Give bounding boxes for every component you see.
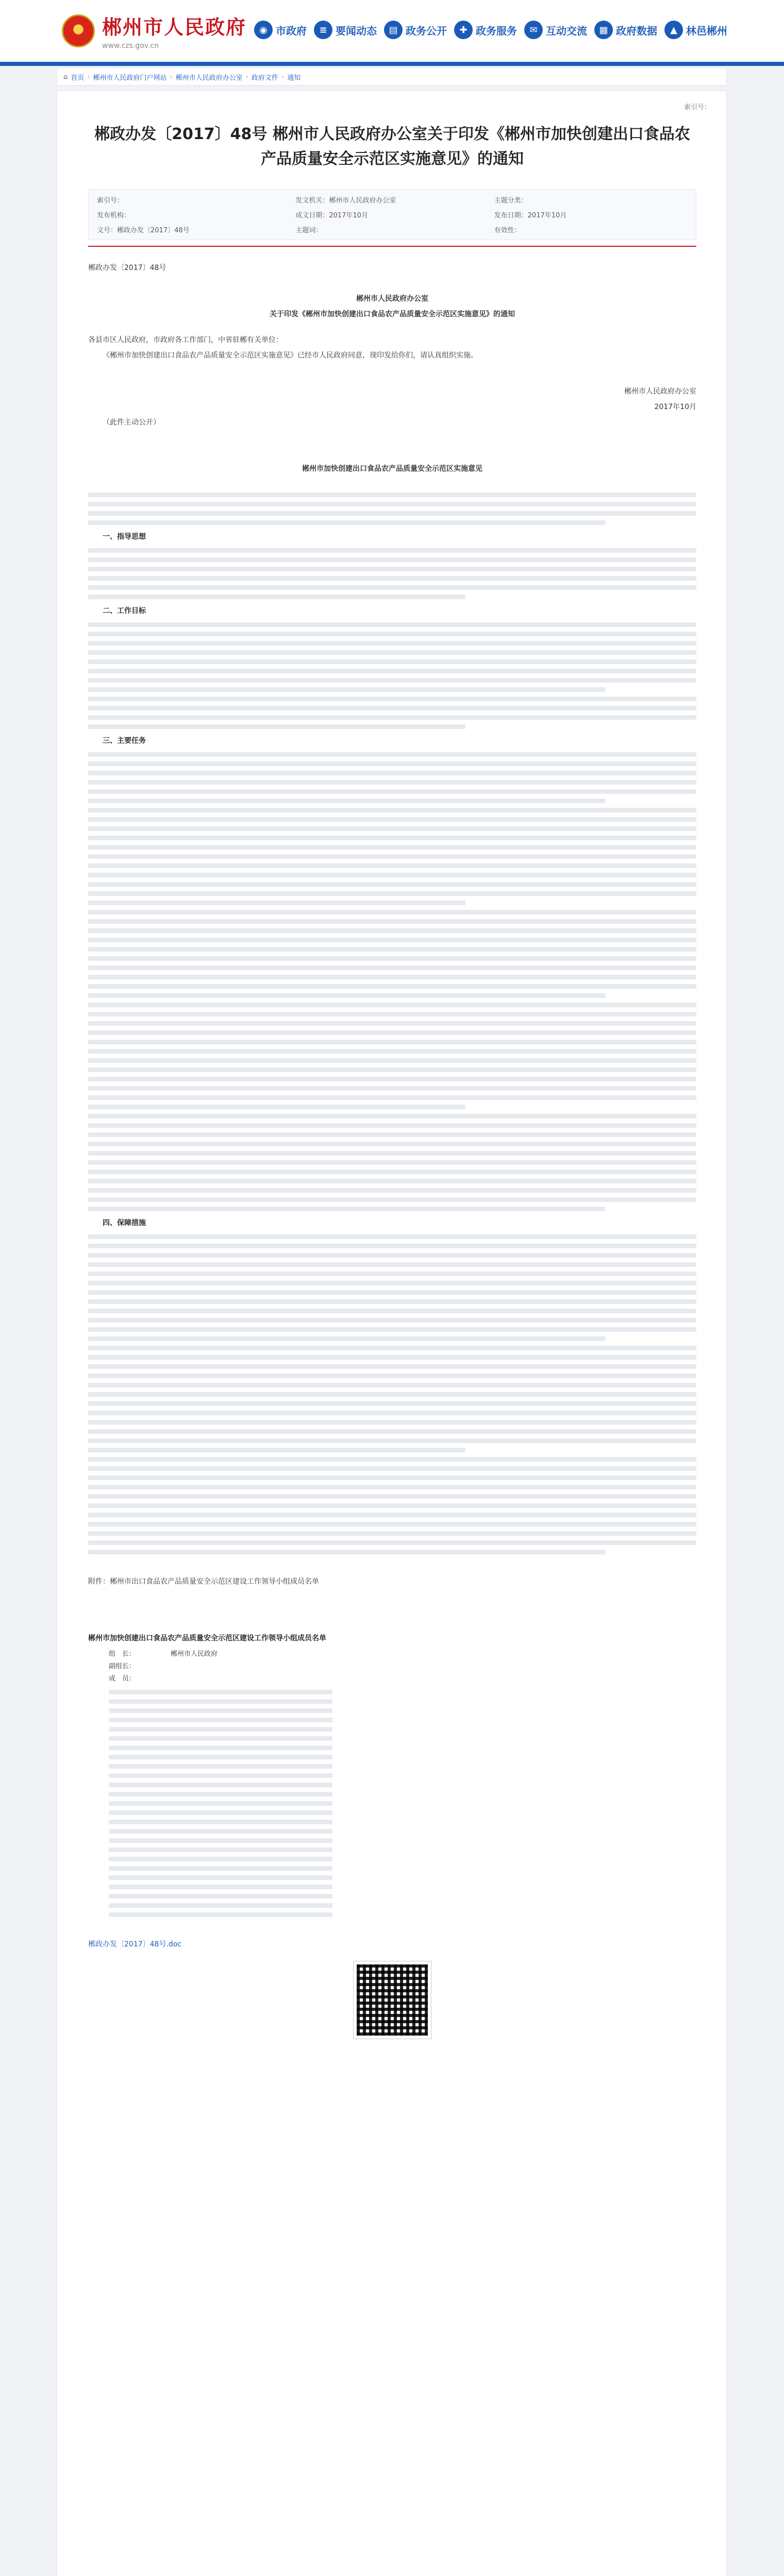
meta-field: 发布机构： <box>97 212 131 219</box>
qr-code <box>354 1961 431 2039</box>
meta-field: 有效性： <box>494 227 521 234</box>
attachment-file-link[interactable]: 郴政办发〔2017〕48号.doc <box>88 1940 182 1948</box>
main-nav <box>254 21 727 39</box>
paragraph-block <box>88 493 696 525</box>
article-container <box>57 91 727 2576</box>
meta-field: 发文机关：郴州市人民政府办公室 <box>295 197 396 205</box>
meta-field: 主题词： <box>295 227 323 234</box>
attachment-label: 附件：郴州市出口食品农产品质量安全示范区建设工作领导小组成员名单 <box>88 1578 319 1586</box>
member-row: 组 长： 郴州市人民政府 <box>109 1650 218 1658</box>
paragraph-block <box>88 1234 696 1554</box>
meta-field: 成文日期：2017年10月 <box>295 212 368 219</box>
metadata-table <box>88 189 696 240</box>
index-number: 索引号： <box>683 104 711 111</box>
signature-date: 2017年10月 <box>654 403 696 411</box>
nav-item-0[interactable]: ◉ 市政府 <box>254 21 307 39</box>
heading-2: 二、工作目标 <box>103 607 146 615</box>
paragraph-block <box>88 548 696 599</box>
title-divider <box>88 246 696 247</box>
site-title: 郴州市人民政府 <box>102 16 247 39</box>
city-icon: ▲ <box>664 21 683 39</box>
document-icon: ▤ <box>384 21 403 39</box>
site-header <box>0 0 784 62</box>
service-icon: ✚ <box>454 21 473 39</box>
chat-icon: ✉ <box>524 21 543 39</box>
news-icon: ≡ <box>314 21 332 39</box>
national-emblem-icon <box>62 14 95 47</box>
salutation: 各县市区人民政府，市政府各工作部门，中省驻郴有关单位： <box>88 336 283 344</box>
nav-item-6[interactable]: ▲ 林邑郴州 <box>664 21 727 39</box>
breadcrumb-item[interactable]: 通知 <box>287 74 301 82</box>
attachment-title: 郴州市加快创建出口食品农产品质量安全示范区建设工作领导小组成员名单 <box>88 1634 326 1642</box>
site-logo[interactable] <box>62 11 246 50</box>
nav-item-2[interactable]: ▤ 政务公开 <box>384 21 447 39</box>
member-list <box>109 1648 470 1685</box>
public-note: （此件主动公开） <box>103 418 160 427</box>
paragraph-block <box>88 752 696 1211</box>
breadcrumb-item[interactable]: 政府文件 <box>251 74 278 82</box>
signature-org: 郴州市人民政府办公室 <box>624 387 696 396</box>
meta-field: 索引号： <box>97 197 124 205</box>
nav-item-3[interactable]: ✚ 政务服务 <box>454 21 517 39</box>
article-title: 郴政办发〔2017〕48号 郴州市人民政府办公室关于印发《郴州市加快创建出口食品农产品质量安全示范区实施意见》的通知 <box>94 125 690 168</box>
nav-item-5[interactable]: ▦ 政府数据 <box>594 21 657 39</box>
breadcrumb: ⌂ 首页 › 郴州市人民政府门户网站 › 郴州市人民政府办公室 › 政府文件 › 通知 <box>57 68 727 86</box>
nav-item-1[interactable]: ≡ 要闻动态 <box>314 21 377 39</box>
meta-field: 主题分类： <box>494 197 528 205</box>
article-body <box>88 261 696 2042</box>
breadcrumb-item[interactable]: 郴州市人民政府办公室 <box>175 74 243 82</box>
site-url: www.czs.gov.cn <box>102 42 159 50</box>
breadcrumb-item[interactable]: 郴州市人民政府门户网站 <box>93 74 167 82</box>
member-names-block <box>109 1690 470 1917</box>
heading-3: 三、主要任务 <box>103 737 146 745</box>
section-title: 郴州市加快创建出口食品农产品质量安全示范区实施意见 <box>302 465 482 473</box>
heading-4: 四、保障措施 <box>103 1219 146 1227</box>
meta-field: 发布日期：2017年10月 <box>494 212 567 219</box>
breadcrumb-item[interactable]: 首页 <box>71 74 85 82</box>
intro-paragraph: 《郴州市加快创建出口食品农产品质量安全示范区实施意见》已经市人民政府同意，现印发给你们，请认真组织实施。 <box>103 351 478 360</box>
data-icon: ▦ <box>594 21 613 39</box>
government-icon: ◉ <box>254 21 273 39</box>
doc-number: 郴政办发〔2017〕48号 <box>88 264 166 272</box>
notice-title: 关于印发《郴州市加快创建出口食品农产品质量安全示范区实施意见》的通知 <box>270 310 515 318</box>
paragraph-block <box>88 622 696 729</box>
nav-item-4[interactable]: ✉ 互动交流 <box>524 21 587 39</box>
member-row: 成 员： <box>109 1675 136 1683</box>
header-divider <box>0 62 784 66</box>
home-icon: ⌂ <box>63 73 68 81</box>
issuer-heading: 郴州市人民政府办公室 <box>356 295 428 303</box>
heading-1: 一、指导思想 <box>103 533 146 541</box>
meta-field: 文号：郴政办发〔2017〕48号 <box>97 227 190 234</box>
member-row: 副组长： <box>109 1663 136 1670</box>
